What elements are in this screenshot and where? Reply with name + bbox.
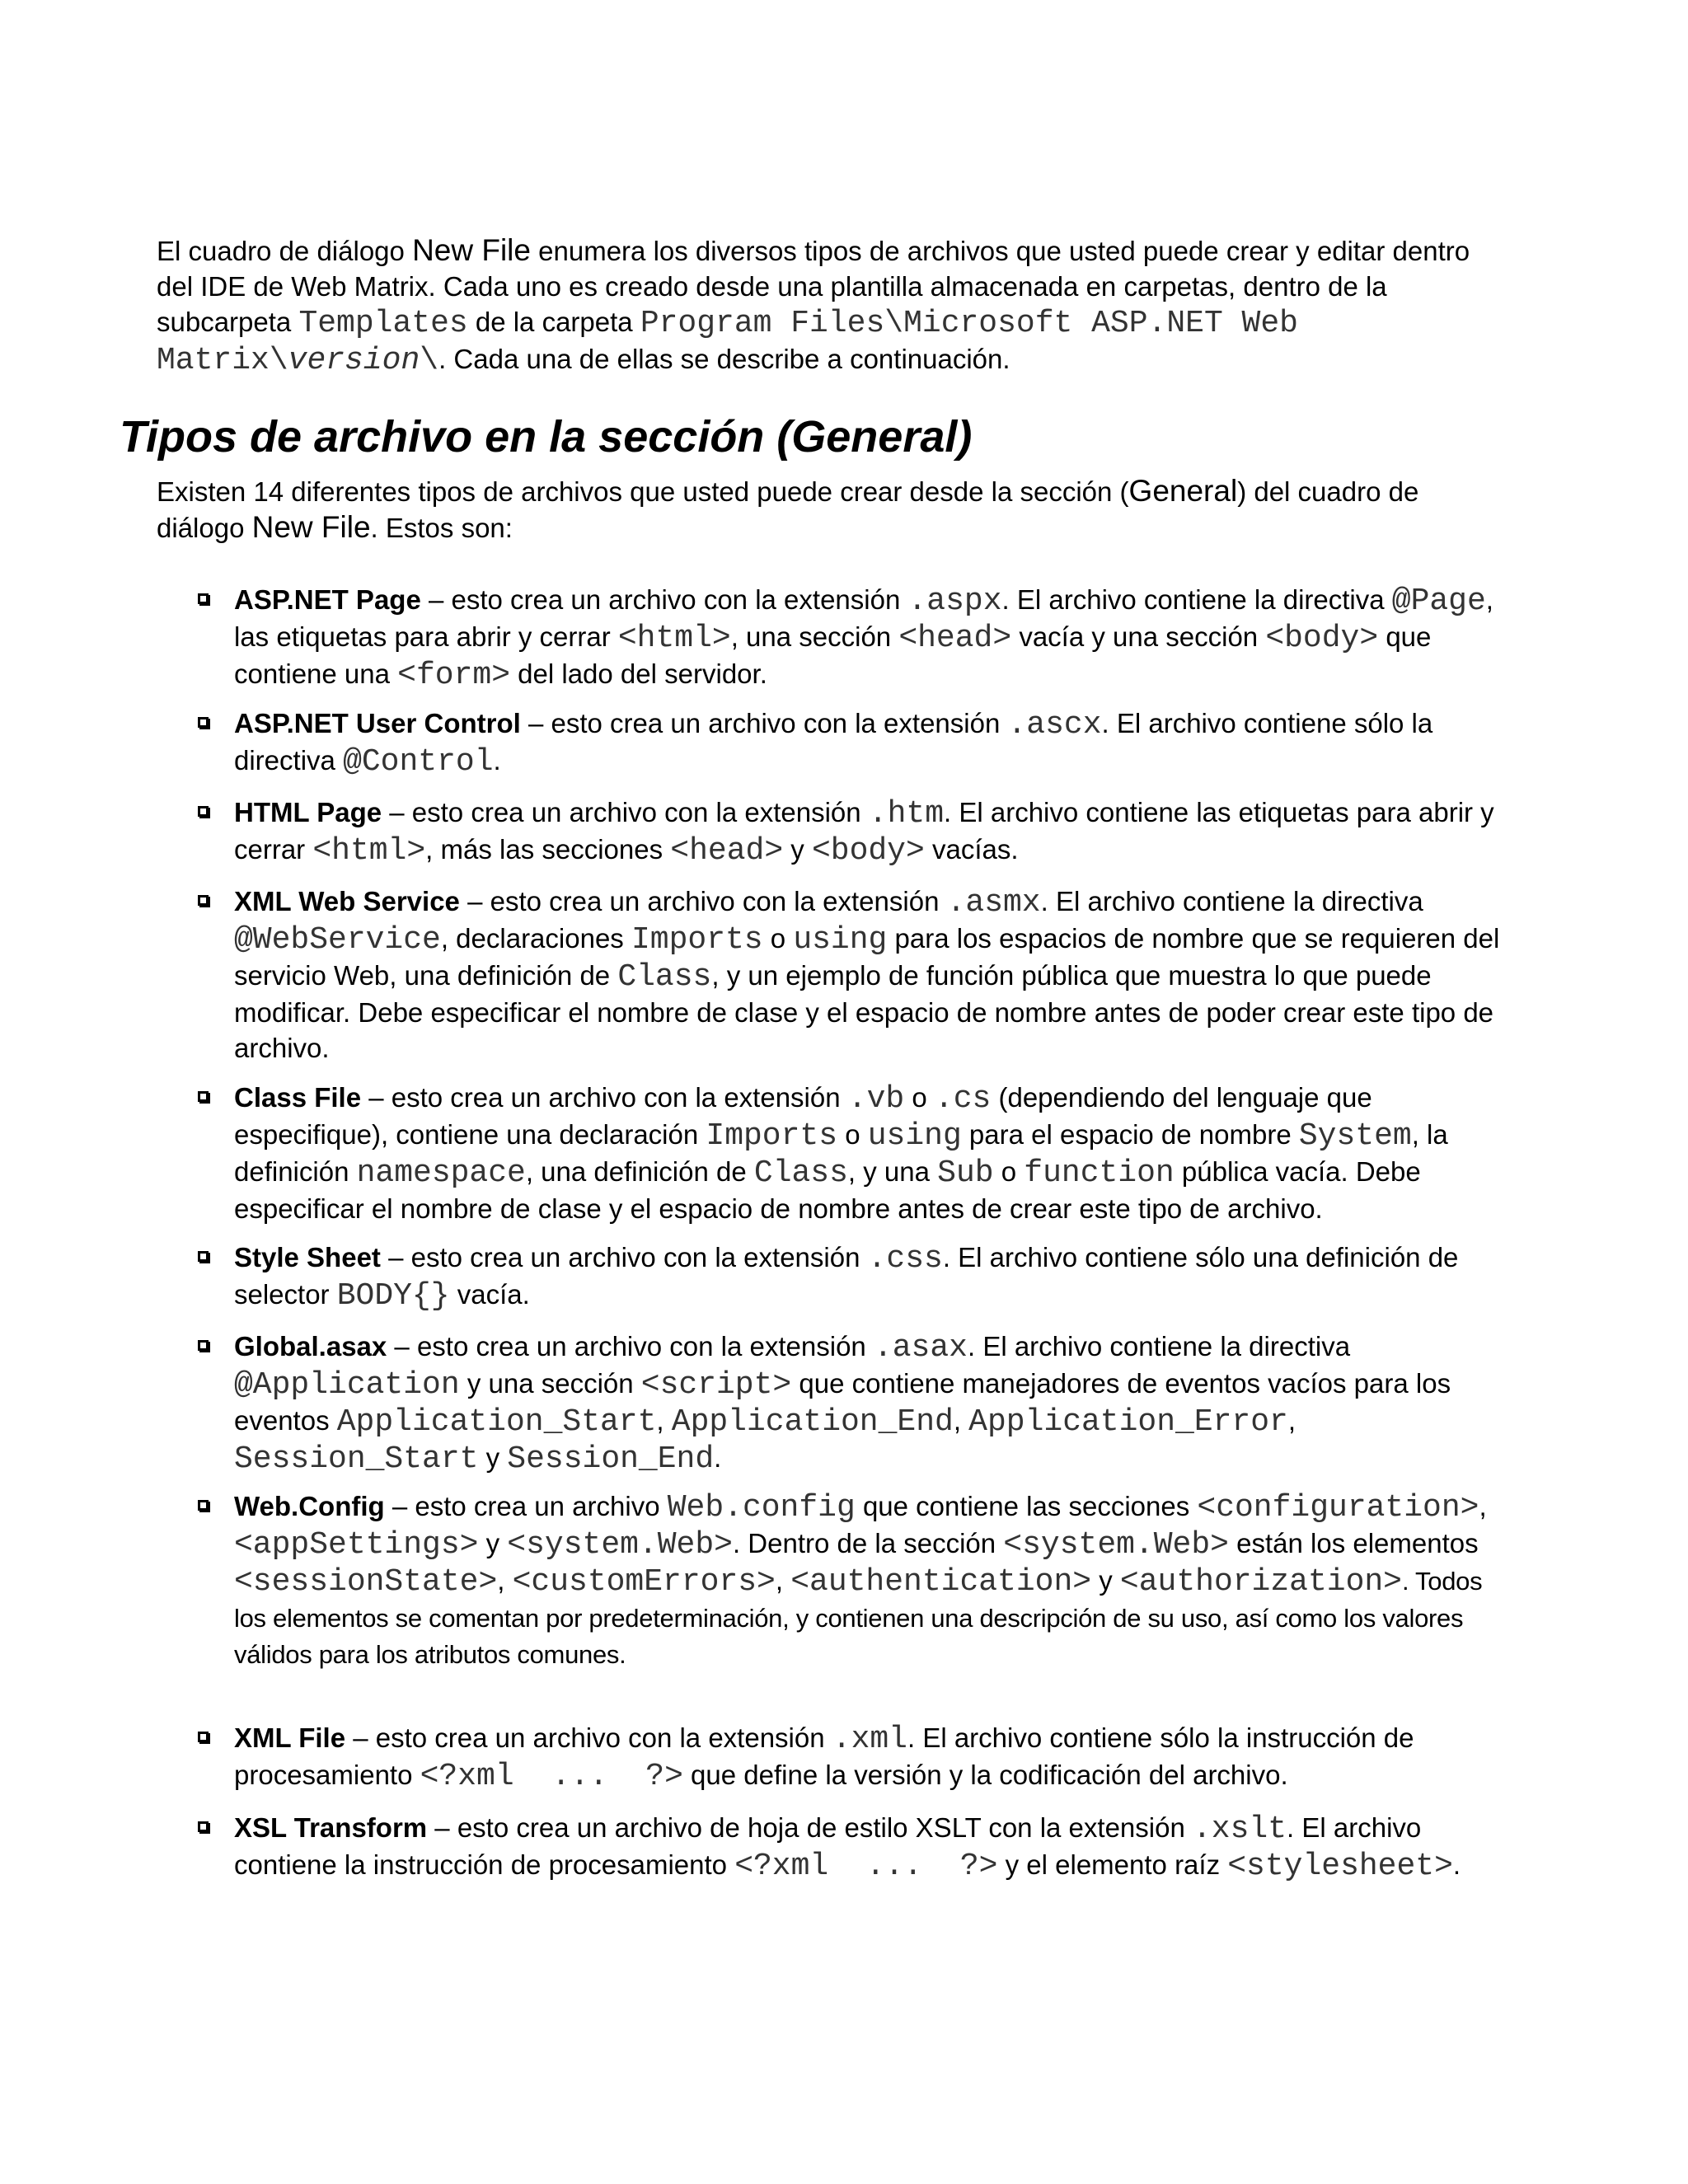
- item-text: . El archivo contiene la directiva: [1040, 886, 1423, 916]
- item-text: ,: [953, 1405, 969, 1436]
- lead-text: ) del cuadro de diálogo: [157, 476, 1419, 543]
- item-text: – esto crea un archivo con la extensión: [380, 1242, 868, 1272]
- item-term: HTML Page: [234, 797, 382, 827]
- item-text: , una definición de: [525, 1156, 754, 1187]
- intro-text: . Cada una de ellas se describe a continuación.: [438, 344, 1010, 374]
- item-code: <form>: [397, 658, 510, 693]
- item-code: <head>: [898, 621, 1012, 656]
- item-code: namespace: [356, 1155, 526, 1191]
- list-item-class-file: [234, 1080, 1512, 1226]
- item-term: XML File: [234, 1722, 346, 1753]
- lead-text: . Estos son:: [370, 513, 513, 543]
- item-text: – esto crea un archivo con la extensión: [520, 708, 1008, 738]
- templates-folder: Templates: [298, 306, 468, 341]
- item-text: ,: [1479, 1491, 1487, 1521]
- item-code: @Control: [343, 744, 494, 780]
- item-text: para los espacios de nombre que se requieren del servicio Web, una definición de: [234, 923, 1500, 991]
- item-code: .css: [867, 1241, 943, 1277]
- item-text: o: [904, 1082, 935, 1113]
- checkbox-bullet-icon: [198, 1251, 209, 1262]
- item-text: , la definición: [234, 1119, 1448, 1187]
- checkbox-bullet-icon: [198, 1821, 209, 1832]
- item-text: – esto crea un archivo con la extensión: [459, 886, 947, 916]
- item-code: <appSettings>: [234, 1527, 479, 1563]
- item-text: , más las secciones: [425, 834, 671, 865]
- item-code: <html>: [312, 833, 426, 869]
- item-text: del lado del servidor.: [510, 658, 767, 689]
- item-code: .aspx: [907, 583, 1002, 619]
- item-text: vacía y una sección: [1011, 621, 1266, 652]
- checkbox-bullet-icon: [198, 1732, 209, 1742]
- item-text: – esto crea un archivo de hoja de estilo XSLT con la extensión: [427, 1812, 1193, 1843]
- item-code: <?xml ... ?>: [420, 1759, 683, 1794]
- list-item-aspnet-user-control: [234, 705, 1512, 780]
- item-term: Global.asax: [234, 1331, 387, 1361]
- item-text: están los elementos: [1228, 1528, 1479, 1558]
- item-code: .vb: [847, 1081, 905, 1117]
- checkbox-bullet-icon: [198, 717, 209, 728]
- item-text: .: [714, 1442, 722, 1473]
- general-section-name: General: [1128, 474, 1238, 508]
- item-code: System: [1298, 1118, 1412, 1154]
- item-text: .: [493, 745, 501, 776]
- item-code: .htm: [868, 796, 944, 832]
- item-text: . Todos los elementos se comentan por predeterminación, y contienen una descripción de su uso, así como los valores válidos para los atributos comunes.: [234, 1567, 1483, 1669]
- item-text: ,: [775, 1565, 791, 1596]
- item-text: y: [783, 834, 812, 865]
- item-text: y: [1091, 1565, 1120, 1596]
- item-text: – esto crea un archivo con la extensión: [420, 584, 908, 615]
- new-file-dialog-name: New File: [412, 233, 531, 267]
- checkbox-bullet-icon: [198, 1500, 209, 1511]
- item-code: <stylesheet>: [1227, 1849, 1453, 1884]
- lead-text: Existen 14 diferentes tipos de archivos que usted puede crear desde la sección (: [157, 476, 1129, 507]
- item-term: Class File: [234, 1082, 362, 1113]
- item-text: .: [1452, 1849, 1461, 1880]
- item-text: , las etiquetas para abrir y cerrar: [234, 584, 1493, 652]
- path-end: \: [420, 343, 439, 378]
- item-term: ASP.NET User Control: [234, 708, 521, 738]
- item-text: – esto crea un archivo con la extensión: [387, 1331, 874, 1361]
- item-text: . El archivo contiene la directiva: [1001, 584, 1392, 615]
- item-code: <head>: [670, 833, 784, 869]
- item-text: – esto crea un archivo con la extensión: [345, 1722, 832, 1753]
- item-code: Imports: [631, 922, 763, 958]
- item-text: vacía.: [449, 1279, 530, 1310]
- version-placeholder: version: [288, 343, 420, 378]
- item-text: – esto crea un archivo con la extensión: [361, 1082, 848, 1113]
- item-text: que contiene una: [234, 621, 1432, 689]
- item-text: y una sección: [459, 1368, 641, 1399]
- item-text: o: [762, 923, 794, 954]
- item-text: , una sección: [730, 621, 899, 652]
- item-text: , y una: [847, 1156, 938, 1187]
- item-text: , y un ejemplo de función pública que muestra lo que puede modificar. Debe especificar el nombre de clase y el espacio de nombre antes de poder crear este tipo de archivo.: [234, 960, 1494, 1063]
- item-code: Class: [617, 959, 712, 995]
- item-text: – esto crea un archivo: [384, 1491, 668, 1521]
- item-text: para el espacio de nombre: [961, 1119, 1299, 1150]
- item-code: <authorization>: [1119, 1564, 1402, 1600]
- item-code: <configuration>: [1197, 1490, 1479, 1526]
- item-text: que contiene las secciones: [855, 1491, 1198, 1521]
- item-text: y: [478, 1442, 508, 1473]
- item-text: ,: [1287, 1405, 1296, 1436]
- list-item-style-sheet: [234, 1240, 1512, 1314]
- item-code: @Page: [1391, 583, 1486, 619]
- item-code: .cs: [934, 1081, 992, 1117]
- item-code: <authentication>: [790, 1564, 1092, 1600]
- checkbox-bullet-icon: [198, 1091, 209, 1102]
- item-code: Application_Start: [336, 1404, 657, 1440]
- item-text: . El archivo contiene las etiquetas para abrir y cerrar: [234, 797, 1494, 865]
- item-code: Application_Error: [968, 1404, 1288, 1440]
- item-code: .asmx: [946, 885, 1041, 921]
- item-code: Class: [753, 1155, 848, 1191]
- item-term: Style Sheet: [234, 1242, 381, 1272]
- checkbox-bullet-icon: [198, 1340, 209, 1351]
- item-term: Web.Config: [234, 1491, 385, 1521]
- list-item-xsl-transform: [234, 1810, 1512, 1884]
- list-item-xml-file: [234, 1720, 1512, 1794]
- item-code: .asax: [873, 1330, 968, 1366]
- item-code: <system.Web>: [507, 1527, 733, 1563]
- checkbox-bullet-icon: [198, 895, 209, 906]
- intro-text: de la carpeta: [467, 307, 640, 337]
- item-code: <body>: [1265, 621, 1379, 656]
- item-text: ,: [656, 1405, 672, 1436]
- item-text: que define la versión y la codificación del archivo.: [682, 1760, 1288, 1790]
- install-path: Program Files\Microsoft ASP.NET Web Matrix\: [157, 306, 1298, 378]
- new-file-dialog-name: New File: [251, 510, 371, 544]
- list-item-web-config: [234, 1488, 1512, 1672]
- item-code: .xslt: [1193, 1811, 1287, 1847]
- item-code: <customErrors>: [512, 1564, 776, 1600]
- item-code: <body>: [811, 833, 925, 869]
- item-code: function: [1024, 1155, 1175, 1191]
- item-code: @WebService: [234, 922, 441, 958]
- checkbox-bullet-icon: [198, 593, 209, 604]
- item-code: Application_End: [671, 1404, 954, 1440]
- item-text: que contiene manejadores de eventos vacíos para los eventos: [234, 1368, 1451, 1436]
- list-item-html-page: [234, 794, 1512, 869]
- item-text: . El archivo contiene sólo la instrucción de procesamiento: [234, 1722, 1414, 1790]
- item-text: vacías.: [924, 834, 1019, 865]
- item-code: <?xml ... ?>: [734, 1849, 998, 1884]
- item-text: , declaraciones: [440, 923, 631, 954]
- item-code: using: [867, 1118, 962, 1154]
- list-item-aspnet-page: [234, 582, 1512, 693]
- intro-text: enumera los diversos tipos de archivos que usted puede crear y editar dentro del IDE de Web Matrix. Cada uno es creado desde una plantilla almacenada en carpetas, dentro de la subcarpeta: [157, 236, 1470, 337]
- item-text: . El archivo contiene la instrucción de procesamiento: [234, 1812, 1422, 1880]
- intro-paragraph: [157, 232, 1508, 378]
- item-code: <script>: [640, 1367, 792, 1403]
- item-code: Web.config: [667, 1490, 856, 1526]
- item-code: Sub: [937, 1155, 994, 1191]
- item-text: o: [993, 1156, 1025, 1187]
- item-text: ,: [497, 1565, 513, 1596]
- item-term: XML Web Service: [234, 886, 460, 916]
- item-code: <html>: [617, 621, 731, 656]
- item-text: . El archivo contiene la directiva: [967, 1331, 1351, 1361]
- item-code: Session_End: [507, 1441, 715, 1477]
- item-code: .ascx: [1007, 707, 1102, 743]
- item-code: <sessionState>: [234, 1564, 498, 1600]
- list-item-xml-web-service: [234, 883, 1512, 1066]
- checkbox-bullet-icon: [198, 806, 209, 817]
- item-code: BODY{}: [336, 1278, 450, 1314]
- item-code: <system.Web>: [1003, 1527, 1229, 1563]
- section-heading: Tipos de archivo en la sección (General): [120, 412, 973, 462]
- item-text: o: [837, 1119, 868, 1150]
- item-text: . El archivo contiene sólo una definición de selector: [234, 1242, 1459, 1310]
- item-text: pública vacía. Debe especificar el nombre de clase y el espacio de nombre antes de crear este tipo de archivo.: [234, 1156, 1421, 1224]
- item-code: @Application: [234, 1367, 460, 1403]
- item-code: .xml: [832, 1722, 907, 1757]
- list-item-global-asax: [234, 1329, 1512, 1477]
- item-text: . El archivo contiene sólo la directiva: [234, 708, 1433, 776]
- item-term: XSL Transform: [234, 1812, 428, 1843]
- item-term: ASP.NET Page: [234, 584, 421, 615]
- item-code: Imports: [706, 1118, 838, 1154]
- item-text: . Dentro de la sección: [732, 1528, 1004, 1558]
- section-lead: [157, 473, 1508, 546]
- intro-text: El cuadro de diálogo: [157, 236, 413, 266]
- item-text: – esto crea un archivo con la extensión: [382, 797, 869, 827]
- item-text: (dependiendo del lenguaje que especifique), contiene una declaración: [234, 1082, 1372, 1150]
- item-code: Session_Start: [234, 1441, 479, 1477]
- item-code: using: [793, 922, 888, 958]
- item-text: y el elemento raíz: [997, 1849, 1228, 1880]
- item-text: y: [478, 1528, 508, 1558]
